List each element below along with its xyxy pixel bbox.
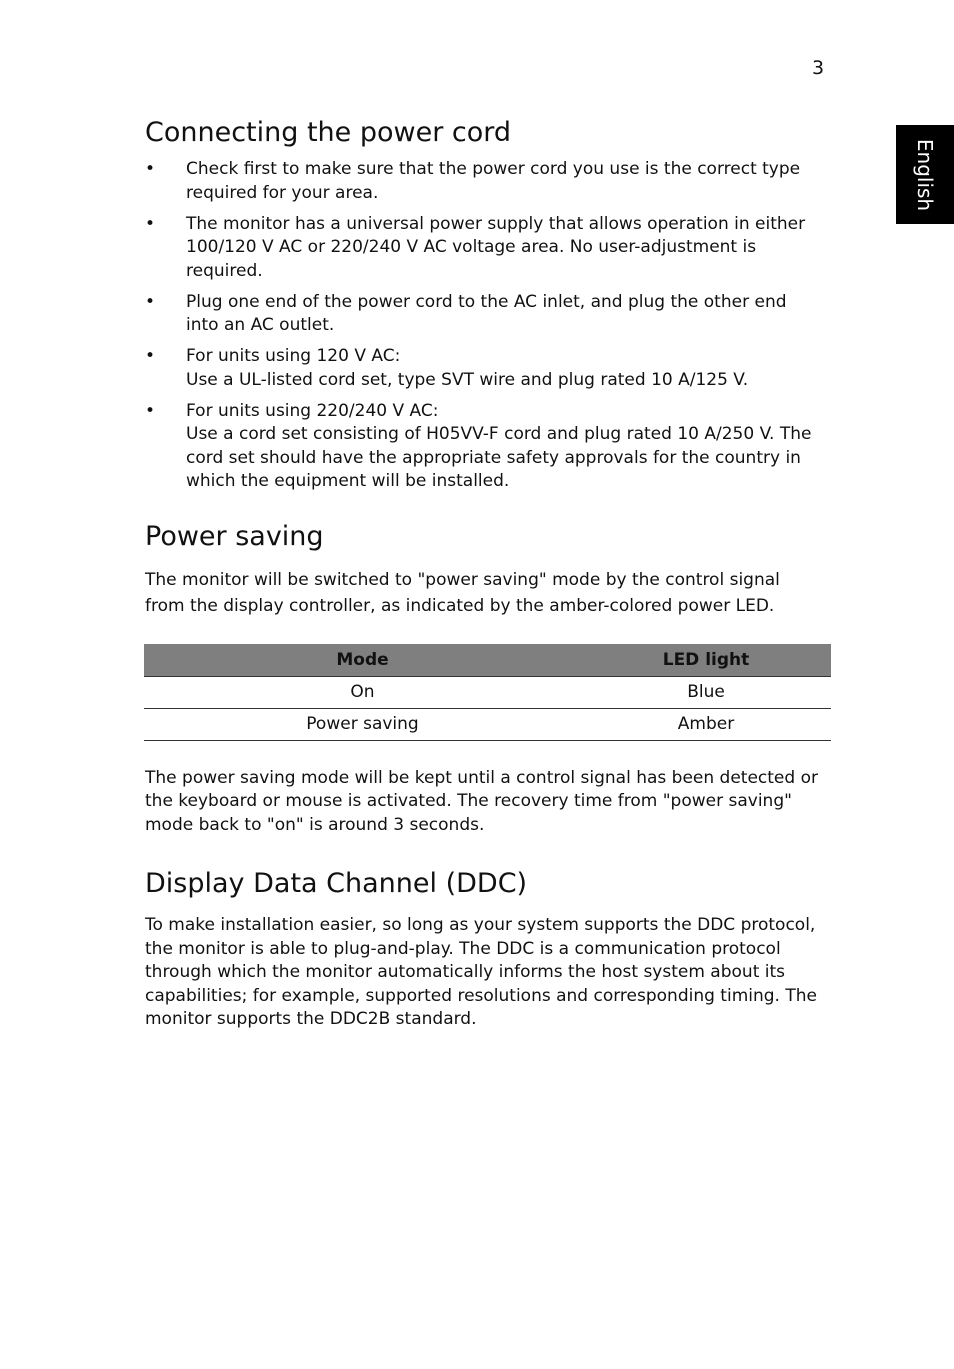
list-item-line: into an AC outlet. xyxy=(186,315,335,335)
list-item-line: Plug one end of the power cord to the AC inlet, and plug the other end xyxy=(186,291,787,312)
table-row xyxy=(144,676,831,708)
bullet-icon: • xyxy=(145,400,156,421)
list-item-line: cord set should have the appropriate safety approvals for the country in xyxy=(186,447,801,468)
paragraph-line: capabilities; for example, supported resolutions and corresponding timing. The xyxy=(145,985,817,1006)
bullet-icon: • xyxy=(145,291,156,312)
paragraph-line: from the display controller, as indicated by the amber-colored power LED. xyxy=(145,595,775,616)
paragraph-line: The monitor will be switched to "power saving" mode by the control signal xyxy=(145,569,780,590)
power-cord-list xyxy=(145,158,835,494)
column-header-led-light: LED light xyxy=(581,644,831,677)
bullet-icon: • xyxy=(145,346,156,366)
heading-power-saving: Power saving xyxy=(145,520,324,552)
list-item-line: 100/120 V AC or 220/240 V AC voltage area. No user-adjustment is xyxy=(186,237,757,257)
list-item-line: Use a UL-listed cord set, type SVT wire and plug rated 10 A/125 V. xyxy=(186,369,749,390)
paragraph-line: through which the monitor automatically informs the host system about its xyxy=(145,962,786,982)
list-item-line: Check first to make sure that the power cord you use is the correct type xyxy=(186,159,801,179)
list-item xyxy=(145,158,835,205)
table-cell-led: Blue xyxy=(581,676,831,708)
paragraph-line: mode back to "on" is around 3 seconds. xyxy=(145,814,485,835)
table-cell-mode: On xyxy=(144,676,581,708)
heading-ddc: Display Data Channel (DDC) xyxy=(145,868,528,899)
paragraph-line: monitor supports the DDC2B standard. xyxy=(145,1009,477,1029)
paragraph-line: To make installation easier, so long as your system supports the DDC protocol, xyxy=(145,915,816,935)
table-cell-led: Amber xyxy=(581,708,831,740)
list-item xyxy=(145,345,835,392)
ddc-paragraph xyxy=(145,914,835,1032)
table-header-row xyxy=(144,644,831,677)
list-item-line: required. xyxy=(186,260,263,281)
page-number: 3 xyxy=(812,57,825,79)
language-tab xyxy=(896,125,954,224)
paragraph-line: the keyboard or mouse is activated. The recovery time from "power saving" xyxy=(145,791,792,811)
list-item-line: The monitor has a universal power supply that allows operation in either xyxy=(186,213,806,234)
table-row xyxy=(144,708,831,740)
paragraph-line: the monitor is able to plug-and-play. The DDC is a communication protocol xyxy=(145,938,781,959)
list-item xyxy=(145,291,835,338)
list-item-line: For units using 120 V AC: xyxy=(186,346,401,366)
heading-power-cord: Connecting the power cord xyxy=(145,117,512,148)
power-mode-table xyxy=(144,644,831,741)
bullet-icon: • xyxy=(145,159,156,179)
power-saving-recovery-text xyxy=(145,767,835,838)
column-header-mode: Mode xyxy=(144,644,581,677)
language-tab-label: English xyxy=(913,138,937,211)
power-saving-intro xyxy=(145,567,835,619)
list-item-line: For units using 220/240 V AC: xyxy=(186,400,439,421)
list-item-line: which the equipment will be installed. xyxy=(186,471,510,491)
list-item-line: required for your area. xyxy=(186,182,379,203)
table-cell-mode: Power saving xyxy=(144,708,581,740)
list-item xyxy=(145,400,835,494)
page-content xyxy=(145,115,835,1032)
bullet-icon: • xyxy=(145,213,156,234)
list-item-line: Use a cord set consisting of H05VV-F cord and plug rated 10 A/250 V. The xyxy=(186,424,812,444)
list-item xyxy=(145,213,835,284)
paragraph-line: The power saving mode will be kept until a control signal has been detected or xyxy=(145,767,818,788)
